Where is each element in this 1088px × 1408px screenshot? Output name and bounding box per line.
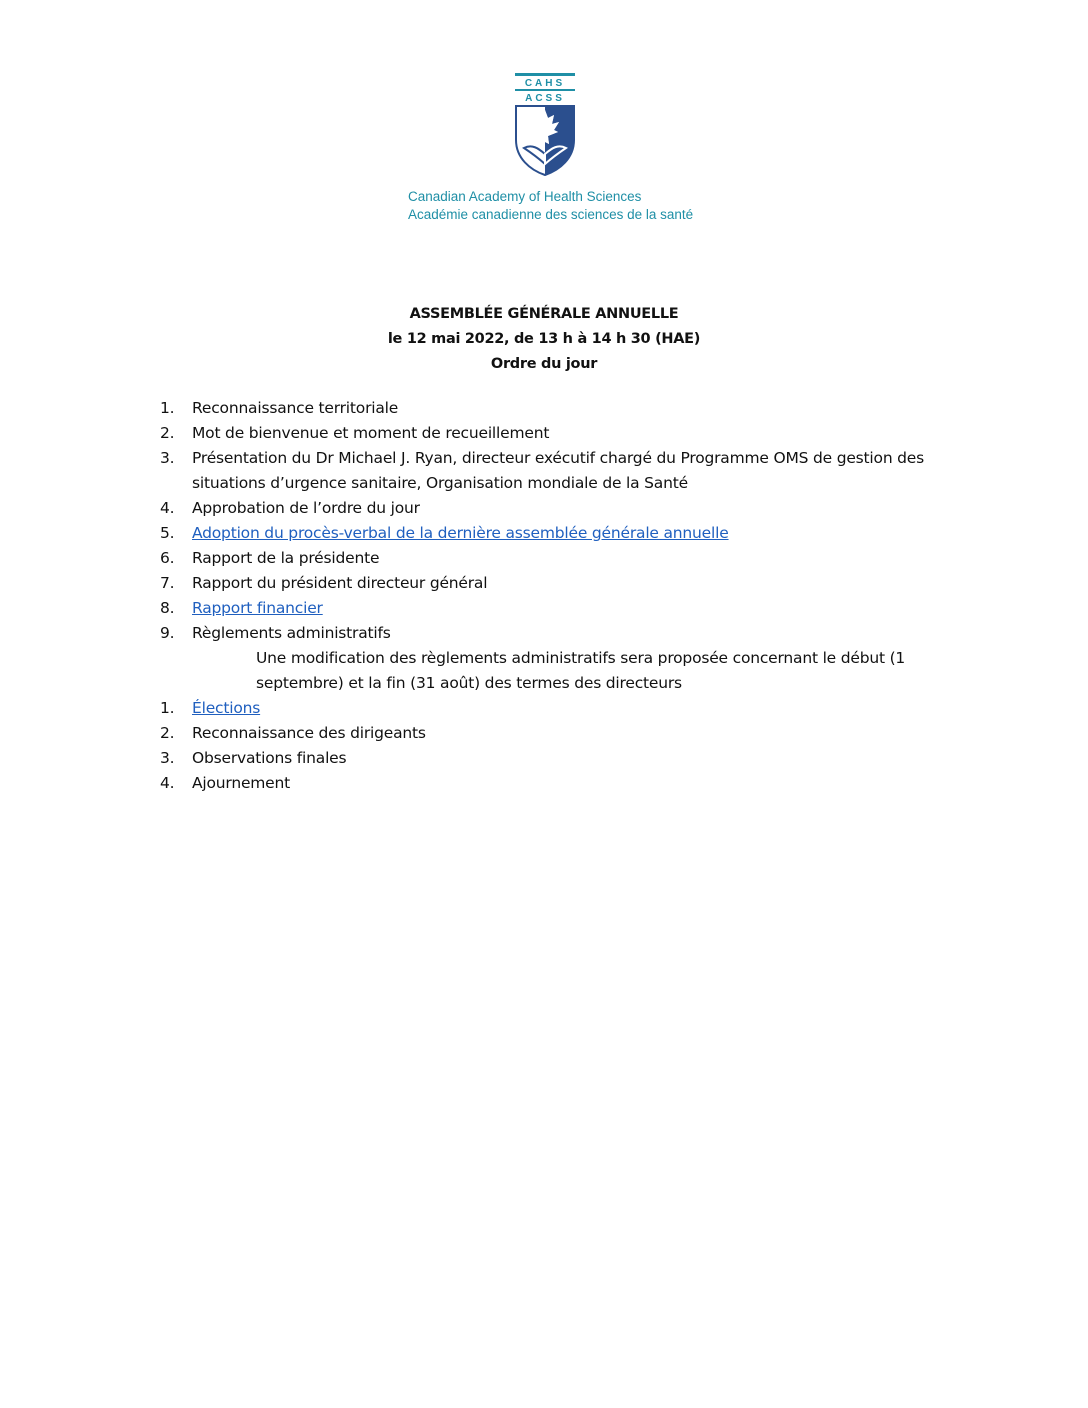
- item-text: Règlements administratifs: [192, 624, 391, 642]
- meeting-subtitle: Ordre du jour: [490, 356, 598, 372]
- agenda-item: [0, 721, 1088, 746]
- meeting-title: ASSEMBLÉE GÉNÉRALE ANNUELLE: [409, 306, 679, 322]
- item-number: 9.: [160, 624, 175, 642]
- logo-line2: ACSS: [525, 93, 565, 104]
- item-number: 1.: [160, 399, 175, 417]
- organization-names: [408, 188, 698, 224]
- logo-mid-bar: [515, 89, 575, 91]
- org-name-english: Canadian Academy of Health Sciences: [408, 189, 642, 204]
- agenda-item: [0, 696, 1088, 721]
- agenda-item: [0, 446, 1088, 496]
- bylaw-note-text: Une modification des règlements administratifs sera proposée concernant le début (1 septembre) et la fin (31 août) des termes des directeurs: [256, 649, 906, 692]
- agenda-item: [0, 396, 1088, 421]
- item-text: Approbation de l’ordre du jour: [192, 499, 420, 517]
- item-number: 5.: [160, 524, 175, 542]
- agenda-item: [0, 546, 1088, 571]
- item-number: 4.: [160, 774, 175, 792]
- minutes-link[interactable]: Adoption du procès-verbal de la dernière assemblée générale annuelle: [192, 524, 729, 542]
- item-text: Rapport du président directeur général: [192, 574, 488, 592]
- meeting-heading: [0, 302, 1088, 377]
- item-number: 2.: [160, 424, 175, 442]
- financial-report-link[interactable]: Rapport financier: [192, 599, 323, 617]
- logo-line1: CAHS: [524, 78, 566, 89]
- item-text: Mot de bienvenue et moment de recueillement: [192, 424, 550, 442]
- agenda-item: [0, 496, 1088, 521]
- logo-top-bar: [515, 73, 575, 76]
- agenda-item: [0, 771, 1088, 796]
- agenda-item: [0, 621, 1088, 646]
- item-text: Reconnaissance territoriale: [192, 399, 399, 417]
- item-text: Présentation du Dr Michael J. Ryan, directeur exécutif chargé du Programme OMS de gestion des situations d’urgence sanitaire, Organisation mondiale de la Santé: [192, 449, 925, 492]
- item-text: Ajournement: [192, 774, 291, 792]
- meeting-date: le 12 mai 2022, de 13 h à 14 h 30 (HAE): [387, 331, 701, 347]
- item-text: Observations finales: [192, 749, 347, 767]
- cahs-logo: [514, 72, 576, 176]
- agenda-item: [0, 521, 1088, 546]
- item-number: 8.: [160, 599, 175, 617]
- item-number: 7.: [160, 574, 175, 592]
- agenda-item: [0, 596, 1088, 621]
- item-number: 6.: [160, 549, 175, 567]
- item-text: Reconnaissance des dirigeants: [192, 724, 426, 742]
- maple-leaf-shield-icon: [516, 106, 574, 175]
- item-number: 3.: [160, 449, 175, 467]
- item-number: 1.: [160, 699, 175, 717]
- item-number: 4.: [160, 499, 175, 517]
- bylaw-note: [0, 646, 1088, 696]
- agenda-item: [0, 746, 1088, 771]
- elections-link[interactable]: Élections: [192, 699, 261, 717]
- item-number: 3.: [160, 749, 175, 767]
- item-text: Rapport de la présidente: [192, 549, 380, 567]
- item-number: 2.: [160, 724, 175, 742]
- agenda-item: [0, 421, 1088, 446]
- org-name-french: Académie canadienne des sciences de la santé: [408, 207, 694, 222]
- agenda-list: [0, 396, 1088, 796]
- agenda-item: [0, 571, 1088, 596]
